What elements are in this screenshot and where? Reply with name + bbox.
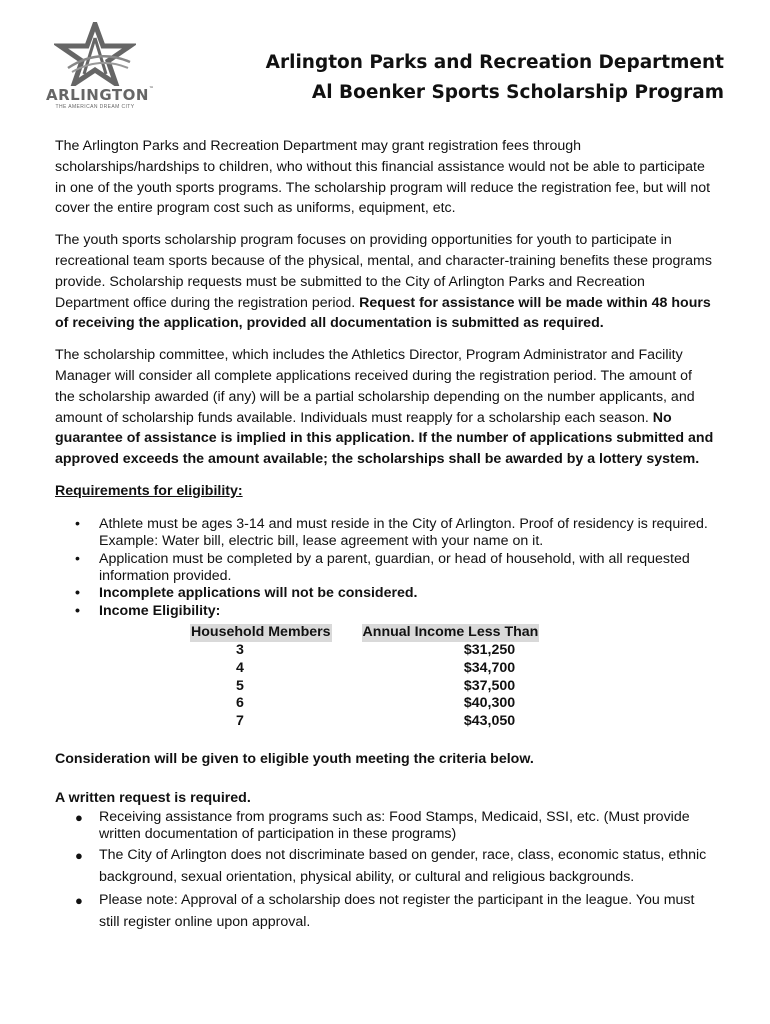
bullet-icon: ● [75,848,83,864]
arlington-logo [46,22,155,110]
requirements-list [55,516,715,620]
bullet-icon: • [75,550,80,567]
list-item: • Incomplete applications will not be considered. [75,585,418,602]
page-subtitle: Al Boenker Sports Scholarship Program [311,82,724,103]
list-item: • Income Eligibility: [75,602,221,619]
intro-paragraph-3: The scholarship committee, which includes the Athletics Director, Program Administrator and Facility Manager will consider all complete applications received during the registration period. The amount of the scholarship awarded (if any) will be a partial scholarship depending on the number applicants, and amount of scholarship funds available. Individuals must reapply for a scholarship each season. No guarantee of assistance is implied in this application. If the number of applications submitted and approved exceeds the amount available; the scholarships shall be awarded by a lottery system. [55,347,714,468]
list-item: ● Please note: Approval of a scholarship does not register the participant in the league. You must still register online upon approval. [75,892,695,930]
table-row: 4 $34,700 [236,659,516,676]
bullet-icon: • [75,602,80,619]
list-item: ● The City of Arlington does not discriminate based on gender, race, class, economic status, ethnic background, sexual orientation, physical ability, or cultural and religious backgrounds. [75,847,707,885]
table-header-row [190,624,562,642]
no-guarantee-note: No guarantee of assistance is implied in this application. If the number of applications submitted and approved exceeds the amount available; the scholarships shall be awarded by a lottery system. [55,409,714,468]
table-row: 6 $40,300 [236,695,516,712]
assistance-timing-note: Request for assistance will be made within 48 hours of receiving the application, provided all documentation is submitted as required. [55,294,711,332]
annual-income-header: Annual Income Less Than [362,624,539,641]
bullet-icon: • [75,515,80,532]
table-row: 5 $37,500 [236,677,516,694]
logo-wordmark: ARLINGTON™ [46,86,155,104]
bullet-icon: ● [75,893,83,909]
list-item: • Athlete must be ages 3-14 and must reside in the City of Arlington. Proof of residency is required. Example: Water bill, electric bill, lease agreement with your name on it. [75,515,708,550]
document-body [55,136,715,933]
table-row: 7 $43,050 [236,713,516,730]
star-logo-icon [54,22,136,86]
list-item: • Application must be completed by a parent, guardian, or head of household, with all requested information provided. [75,550,690,584]
bullet-icon: ● [75,809,83,825]
consideration-note: Consideration will be given to eligible youth meeting the criteria below. [55,750,534,767]
intro-paragraph-2: The youth sports scholarship program focuses on providing opportunities for youth to participate in recreational team sports because of the physical, mental, and character-training benefits these programs provide. Scholarship requests must be submitted to the City of Arlington Parks and Recreation Department office during the registration period. Request for assistance will be made within 48 hours of receiving the application, provided all documentation is submitted as required. [55,232,712,332]
intro-paragraph-1: The Arlington Parks and Recreation Department may grant registration fees through scholarships/hardships to children, who without this financial assistance would not be able to participate in one of the youth sports programs. The scholarship program will reduce the registration fee, but will not cover the entire program cost such as uniforms, equipment, etc. [55,138,711,217]
logo-tagline: THE AMERICAN DREAM CITY [55,104,135,110]
household-members-header: Household Members [191,624,331,641]
page-title: Arlington Parks and Recreation Department [265,52,724,73]
written-request-list [55,809,715,934]
income-eligibility-table [190,624,562,731]
bullet-icon: • [75,585,80,602]
table-row: 3 $31,250 [236,641,516,658]
requirements-heading: Requirements for eligibility: [55,482,243,499]
list-item: ● Receiving assistance from programs such as: Food Stamps, Medicaid, SSI, etc. (Must provide written documentation of participation in these programs) [75,808,690,842]
written-request-heading: A written request is required. [55,789,251,806]
